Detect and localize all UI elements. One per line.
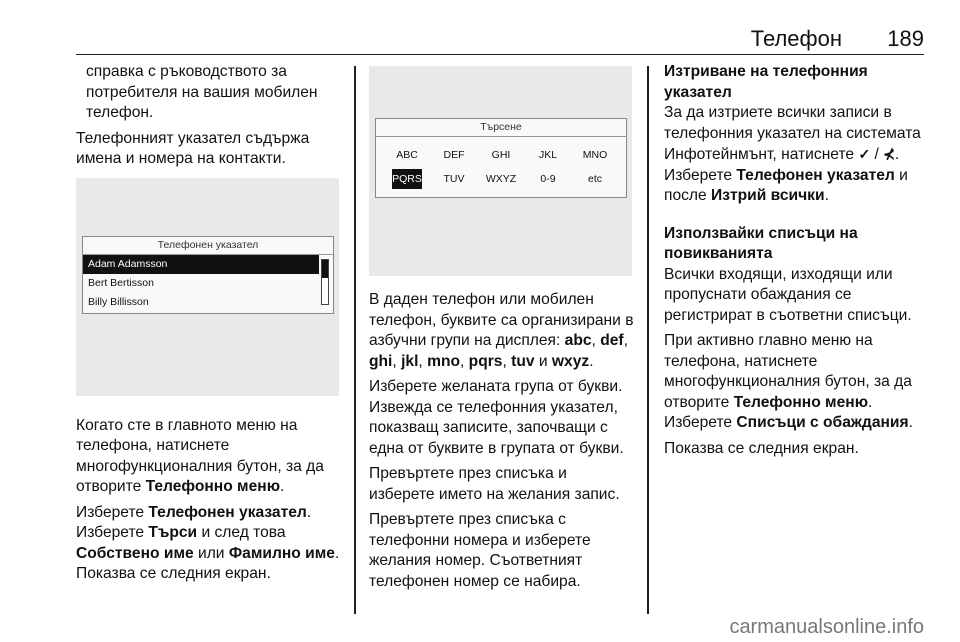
text: . [824, 187, 829, 204]
paragraph [76, 503, 344, 585]
letter-group-selected: PQRS [392, 169, 422, 190]
text: . [868, 393, 873, 411]
watermark: carmanualsonline.info [729, 616, 924, 638]
column-3 [664, 62, 934, 464]
grid-row [384, 169, 618, 189]
letter-group: etc [587, 172, 602, 185]
scroll-thumb [322, 260, 328, 278]
screen-title: Телефонен указател [83, 237, 333, 255]
letter-group: ABC [396, 148, 418, 161]
text: За да изтриете всички записи в телефонния указател на системата Инфотейнмънт, натиснете [664, 104, 921, 163]
letter-group: 0-9 [540, 172, 556, 185]
menu-term: Телефонно меню [145, 478, 281, 495]
text: и [534, 352, 552, 370]
text: . Изберете [76, 503, 312, 541]
letter-group-term: def [600, 332, 624, 349]
letter-group-term: mno [427, 352, 460, 370]
column-1 [76, 62, 344, 590]
phonebook-screen [82, 236, 334, 314]
letter-group: MNO [582, 148, 608, 161]
text: . [908, 414, 913, 431]
letter-group: DEF [443, 148, 465, 161]
text: . Показва се следния екран. [76, 544, 340, 582]
menu-term: Фамилно име [228, 544, 335, 562]
column-divider [354, 66, 356, 614]
text: . [280, 478, 285, 495]
paragraph: Телефонният указател съдържа имена и номера на контакти. [76, 129, 310, 167]
phonebook-figure [76, 178, 339, 396]
paragraph: Показва се следния екран. [664, 439, 859, 457]
section-heading: Изтриване на телефонния указател [664, 63, 868, 101]
paragraph: Всички входящи, изходящи или пропуснати обаждания се регистрират в съответни списъци. [664, 265, 912, 324]
menu-term: Телефонен указател [148, 503, 307, 521]
letter-group: TUV [443, 172, 465, 185]
text: Изберете [76, 503, 149, 521]
paragraph: В даден телефон или мобилен телефон, буквите са организирани в азбучни групи на дисплея: abc, def, ghi, jkl, mno, pqrs, tuv и wxyz. [369, 291, 634, 370]
list-item: Bert Bertisson [88, 276, 154, 289]
grid-row [384, 145, 618, 165]
text: Когато сте в главното меню на телефона, натиснете многофункционалния бутон, за да отворите [76, 416, 324, 495]
paragraph [664, 331, 934, 434]
letter-group: GHI [491, 148, 511, 161]
page-header [76, 22, 924, 55]
column-divider [647, 66, 649, 614]
text: и после [664, 166, 908, 204]
letter-group-term: ghi [369, 352, 393, 370]
paragraph: Превъртете през списъка и изберете името на желания запис. [369, 465, 620, 503]
column-2 [369, 62, 634, 597]
text: / [870, 146, 884, 163]
text: или [193, 544, 229, 562]
screen-title: Търсене [376, 119, 626, 137]
text: Изберете [664, 414, 737, 431]
text: и след това [197, 524, 286, 541]
paragraph: Превъртете през списъка с телефонни номера и изберете желания номер. Съответният телефонен номер се набира. [369, 511, 591, 590]
paragraph: справка с ръководството за потребителя на вашия мобилен телефон. [86, 63, 318, 121]
text: В даден телефон или мобилен телефон, буквите са организирани в азбучни групи на дисплея: [369, 291, 634, 349]
letter-group-term: abc [564, 332, 592, 349]
letter-group: JKL [538, 148, 558, 161]
phone-mute-icon: ⊀ [883, 146, 895, 162]
letter-group: WXYZ [485, 172, 517, 185]
paragraph [664, 103, 934, 207]
letter-group-term: jkl [401, 352, 419, 370]
menu-term: Телефонен указател [736, 166, 895, 184]
search-figure [369, 66, 632, 276]
section-title: Телефон [750, 26, 842, 51]
list-item: Billy Billisson [88, 295, 149, 308]
paragraph: Изберете желаната група от букви. Извежда се телефонния указател, показващ записите, започващи с една от буквите в групата от букви. [369, 378, 624, 457]
letter-grid [384, 145, 618, 193]
text: . [894, 146, 900, 163]
text: При активно главно меню на телефона, натиснете многофункционалния бутон, за да отворите [664, 332, 912, 411]
letter-group-term: pqrs [468, 352, 503, 370]
phone-accept-icon: ✓ [858, 146, 871, 162]
letter-group-term: wxyz [551, 352, 590, 370]
section-heading: Използвайки списъци на повикванията [664, 224, 858, 262]
text: Изберете [664, 166, 737, 184]
menu-term: Телефонно меню [733, 393, 869, 411]
scrollbar [321, 259, 329, 305]
letter-group-term: tuv [511, 352, 535, 370]
search-screen [375, 118, 627, 198]
menu-term: Изтрий всички [711, 187, 825, 204]
menu-term: Търси [148, 524, 198, 541]
paragraph [76, 416, 344, 498]
menu-term: Собствено име [76, 544, 194, 562]
page-number: 189 [887, 26, 924, 51]
menu-term: Списъци с обаждания [736, 414, 909, 431]
list-item: Adam Adamsson [83, 255, 319, 274]
